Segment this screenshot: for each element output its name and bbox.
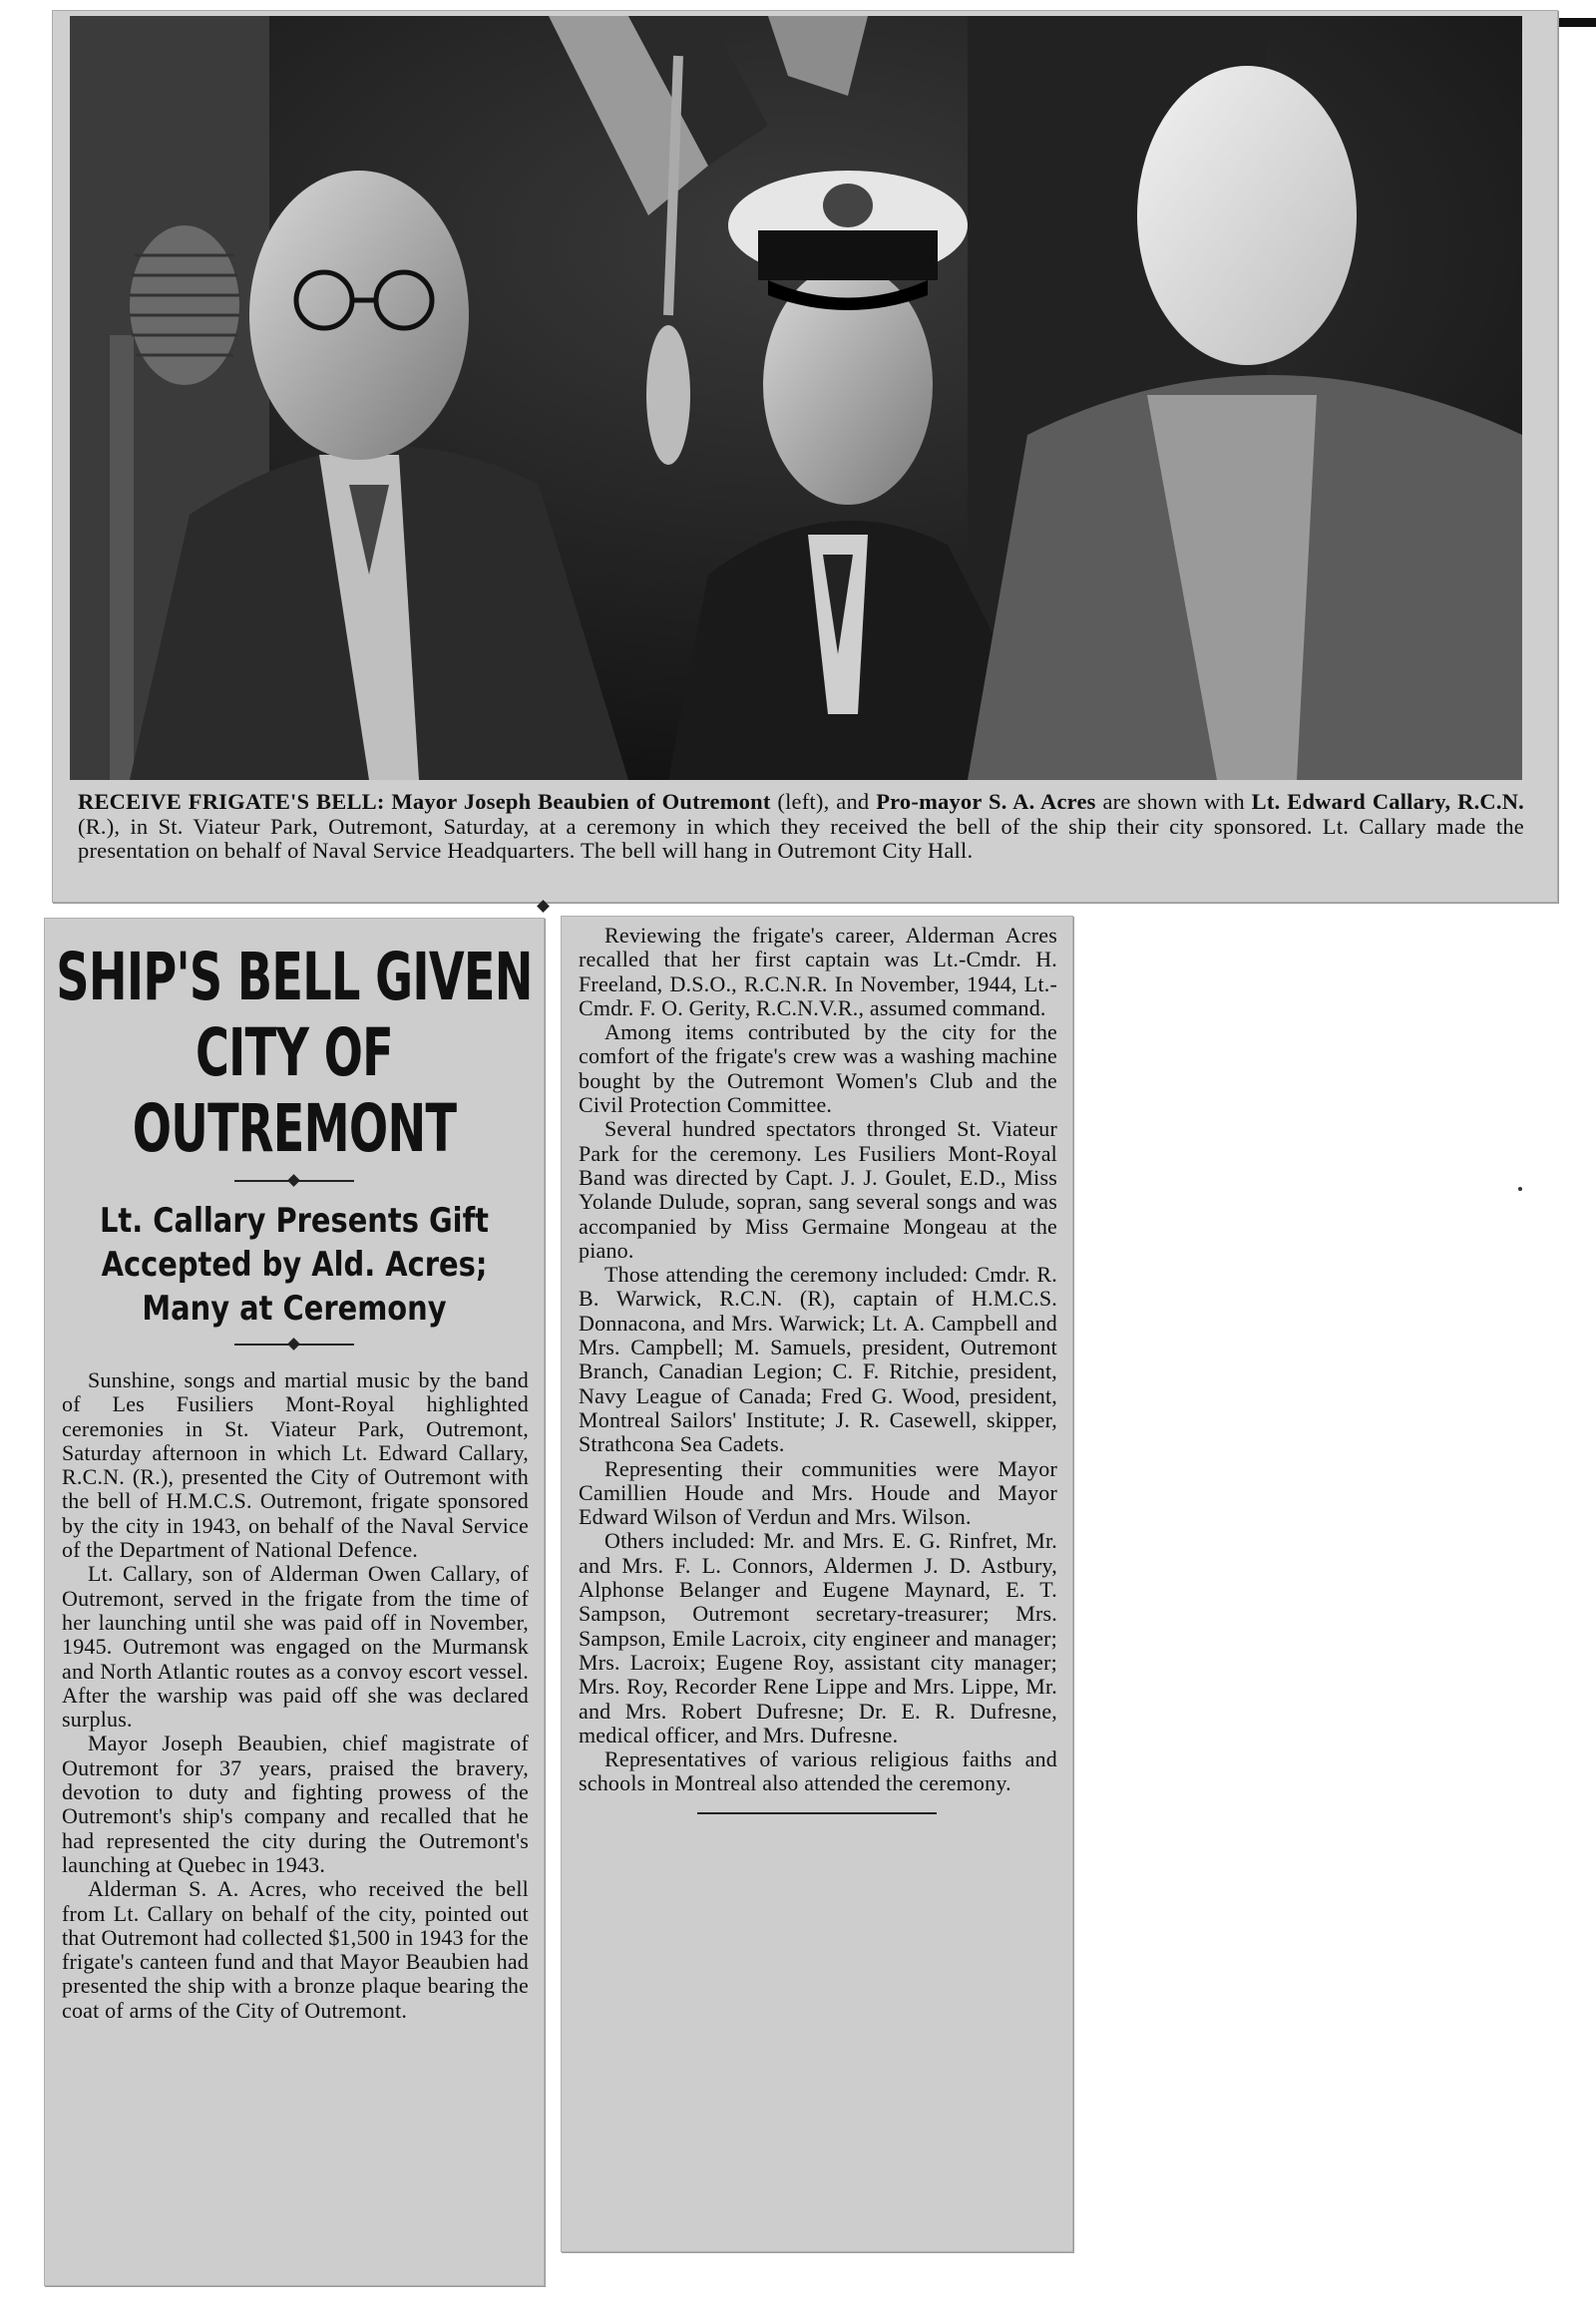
article-column-left <box>44 918 545 2286</box>
caption-name: Lt. Edward Callary, R.C.N. <box>1251 789 1524 814</box>
article-paragraph: Representatives of various religious faiths and schools in Montreal also attended the ceremony. <box>579 1746 1057 1796</box>
caption-text: (R.), in St. Viateur Park, Outremont, Saturday, at a ceremony in which they received the bell of the ship their city sponsored. Lt. Callary made the presentation on behalf of Naval Service Headquarters. The bell will hang in Outremont City Hall. <box>78 813 1524 863</box>
caption-text: (left), and <box>770 789 877 814</box>
photo-clipping <box>52 10 1558 903</box>
caption-lead: RECEIVE FRIGATE'S BELL: Mayor Joseph Beaubien of Outremont <box>78 789 771 814</box>
headline-rule <box>234 1171 354 1191</box>
article-paragraph: Mayor Joseph Beaubien, chief magistrate of Outremont for 37 years, praised the bravery, devotion to duty and fighting prowess of the Outremont's ship's company and recalled that he had represented the city during the Outremont's launching at Quebec in 1943. <box>62 1731 529 1877</box>
scan-speck <box>1518 1187 1522 1191</box>
article-paragraph: Those attending the ceremony included: Cmdr. R. B. Warwick, R.C.N. (R), captain of H.M.C.S. Donnacona, and Mrs. Warwick; Lt. A. Campbell and Mrs. Campbell; M. Samuels, president, Outremont Branch, Canadian Legion; C. F. Ritchie, president, Navy League of Canada; Fred G. Wood, president, Montreal Sailors' Institute; J. R. Casewell, skipper, Strathcona Sea Cadets. <box>579 1262 1057 1457</box>
article-headline <box>49 940 539 1167</box>
article-body-right <box>561 916 1073 1796</box>
article-paragraph: Several hundred spectators thronged St. Viateur Park for the ceremony. Les Fusiliers Mont-Royal Band was directed by Capt. J. J. Goulet, E.D., Miss Yolande Dulude, sopran, sang several songs and was accompanied by Miss Germaine Mongeau at the piano. <box>579 1116 1057 1263</box>
photo-three-men-icon <box>70 16 1522 780</box>
news-photo <box>70 16 1522 780</box>
article-paragraph: Among items contributed by the city for the comfort of the frigate's crew was a washing machine bought by the Outremont Women's Club and the Civil Protection Committee. <box>579 1019 1057 1118</box>
caption-text: are shown with <box>1095 789 1252 814</box>
article-paragraph: Others included: Mr. and Mrs. E. G. Rinfret, Mr. and Mrs. F. L. Connors, Aldermen J. D. Astbury, Alphonse Belanger and Eugene Maynard, E. T. Sampson, Outremont secretary-treasurer; Mrs. Sampson, Emile Lacroix, city engineer and manager; Mrs. Lacroix; Eugene Roy, assistant city manager; Mrs. Roy, Recorder Rene Lippe and Mrs. Lippe, Mr. and Mrs. Robert Dufresne; Dr. E. R. Dufresne, medical officer, and Mrs. Dufresne. <box>579 1528 1057 1747</box>
article-body-left <box>44 1368 545 2023</box>
article-paragraph: Alderman S. A. Acres, who received the bell from Lt. Callary on behalf of the city, pointed out that Outremont had collected $1,500 in 1943 for the frigate's canteen fund and that Mayor Beaubien had presented the ship with a bronze plaque bearing the coat of arms of the City of Outremont. <box>62 1876 529 2023</box>
caption-name: Pro-mayor S. A. Acres <box>876 789 1096 814</box>
deck-rule <box>234 1335 354 1354</box>
article-column-right <box>561 916 1073 2252</box>
article-paragraph: Reviewing the frigate's career, Alderman Acres recalled that her first captain was Lt.-Cmdr. H. Freeland, D.S.O., R.C.N.R. In November, 1944, Lt.-Cmdr. F. O. Gerity, R.C.N.V.R., assumed command. <box>579 923 1057 1020</box>
headline-line: CITY OF OUTREMONT <box>132 1014 457 1167</box>
article-paragraph: Representing their communities were Mayor Camillien Houde and Mrs. Houde and Mayor Edward Wilson of Verdun and Mrs. Wilson. <box>579 1455 1057 1530</box>
article-end-rule <box>697 1812 937 1814</box>
article-paragraph: Sunshine, songs and martial music by the band of Les Fusiliers Mont-Royal highlighted ceremonies in St. Viateur Park, Outremont, Saturday afternoon in which Lt. Edward Callary, R.C.N. (R.), presented the City of Outremont with the bell of H.M.C.S. Outremont, frigate sponsored by the city in 1943, on behalf of the Naval Service of the Department of National Defence. <box>62 1367 529 1563</box>
article-deck: Lt. Callary Presents Gift Accepted by Ald. Acres; Many at Ceremony <box>100 1201 489 1329</box>
article-paragraph: Lt. Callary, son of Alderman Owen Callary, of Outremont, served in the frigate from the time of her launching until she was paid off in November, 1945. Outremont was engaged on the Murmansk and North Atlantic routes as a convoy escort vessel. After the warship was paid off she was declared surplus. <box>62 1561 529 1733</box>
headline-line: SHIP'S BELL GIVEN <box>56 939 533 1015</box>
photo-caption <box>78 790 1524 864</box>
